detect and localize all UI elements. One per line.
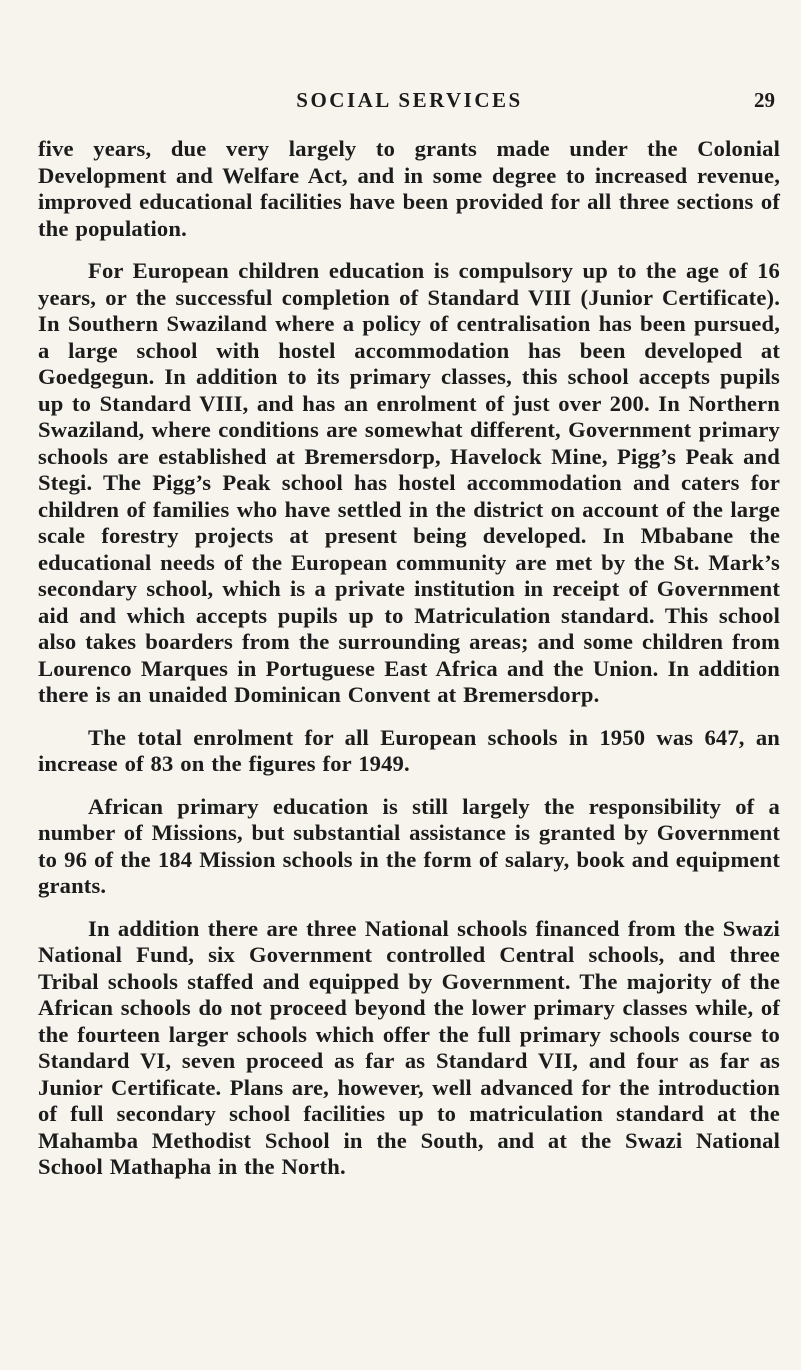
paragraph-national-schools: In addition there are three National schools financed from the Swazi National Fund, six Government controlled Central schools, and three Tribal schools staffed and equipped by Government. The majority of the African schools do not proceed beyond the lower primary classes while, of the fourteen larger schools which offer the full primary schools course to Standard VI, seven proceed as far as Standard VII, and four as far as Junior Certificate. Plans are, however, well advanced for the introduction of full secondary school facilities up to matriculation standard at the Mahamba Methodist School in the South, and at the Swazi National School Mathapha in the North. [38,915,780,1179]
paragraph-african-primary: African primary education is still largely the responsibility of a number of Missions, but substantial assistance is granted by Government to 96 of the 184 Mission schools in the form of salary, book and equipment grants. [38,793,780,898]
paragraph-continuation: five years, due very largely to grants made under the Colonial Development and Welfare Act, and in some degree to increased revenue, improved educational facilities have been provided for all three sections of the population. [38,136,780,241]
paragraph-european-education: For European children education is compulsory up to the age of 16 years, or the successful completion of Standard VIII (Junior Certificate). In Southern Swaziland where a policy of centralisation has been pursued, a large school with hostel accommodation has been developed at Goedgegun. In addition to its primary classes, this school accepts pupils up to Standard VIII, and has an enrolment of just over 200. In Northern Swaziland, where conditions are somewhat different, Government primary schools are established at Bremersdorp, Havelock Mine, Pigg’s Peak and Stegi. The Pigg’s Peak school has hostel accommodation and caters for children of families who have settled in the district on account of the large scale forestry projects at present being developed. In Mbabane the educational needs of the European community are met by the St. Mark’s secondary school, which is a private institution in receipt of Government aid and which accepts pupils up to Matriculation standard. This school also takes boarders from the surrounding areas; and some children from Lourenco Marques in Portuguese East Africa and the Union. In addition there is an unaided Dominican Convent at Bremersdorp. [38,258,780,707]
page-number: 29 [754,88,775,112]
paragraph-european-enrolment: The total enrolment for all European schools in 1950 was 647, an increase of 83 on the figures for 1949. [38,724,780,776]
body-text [38,136,780,1197]
running-title: SOCIAL SERVICES [296,88,523,112]
running-head [38,88,781,120]
